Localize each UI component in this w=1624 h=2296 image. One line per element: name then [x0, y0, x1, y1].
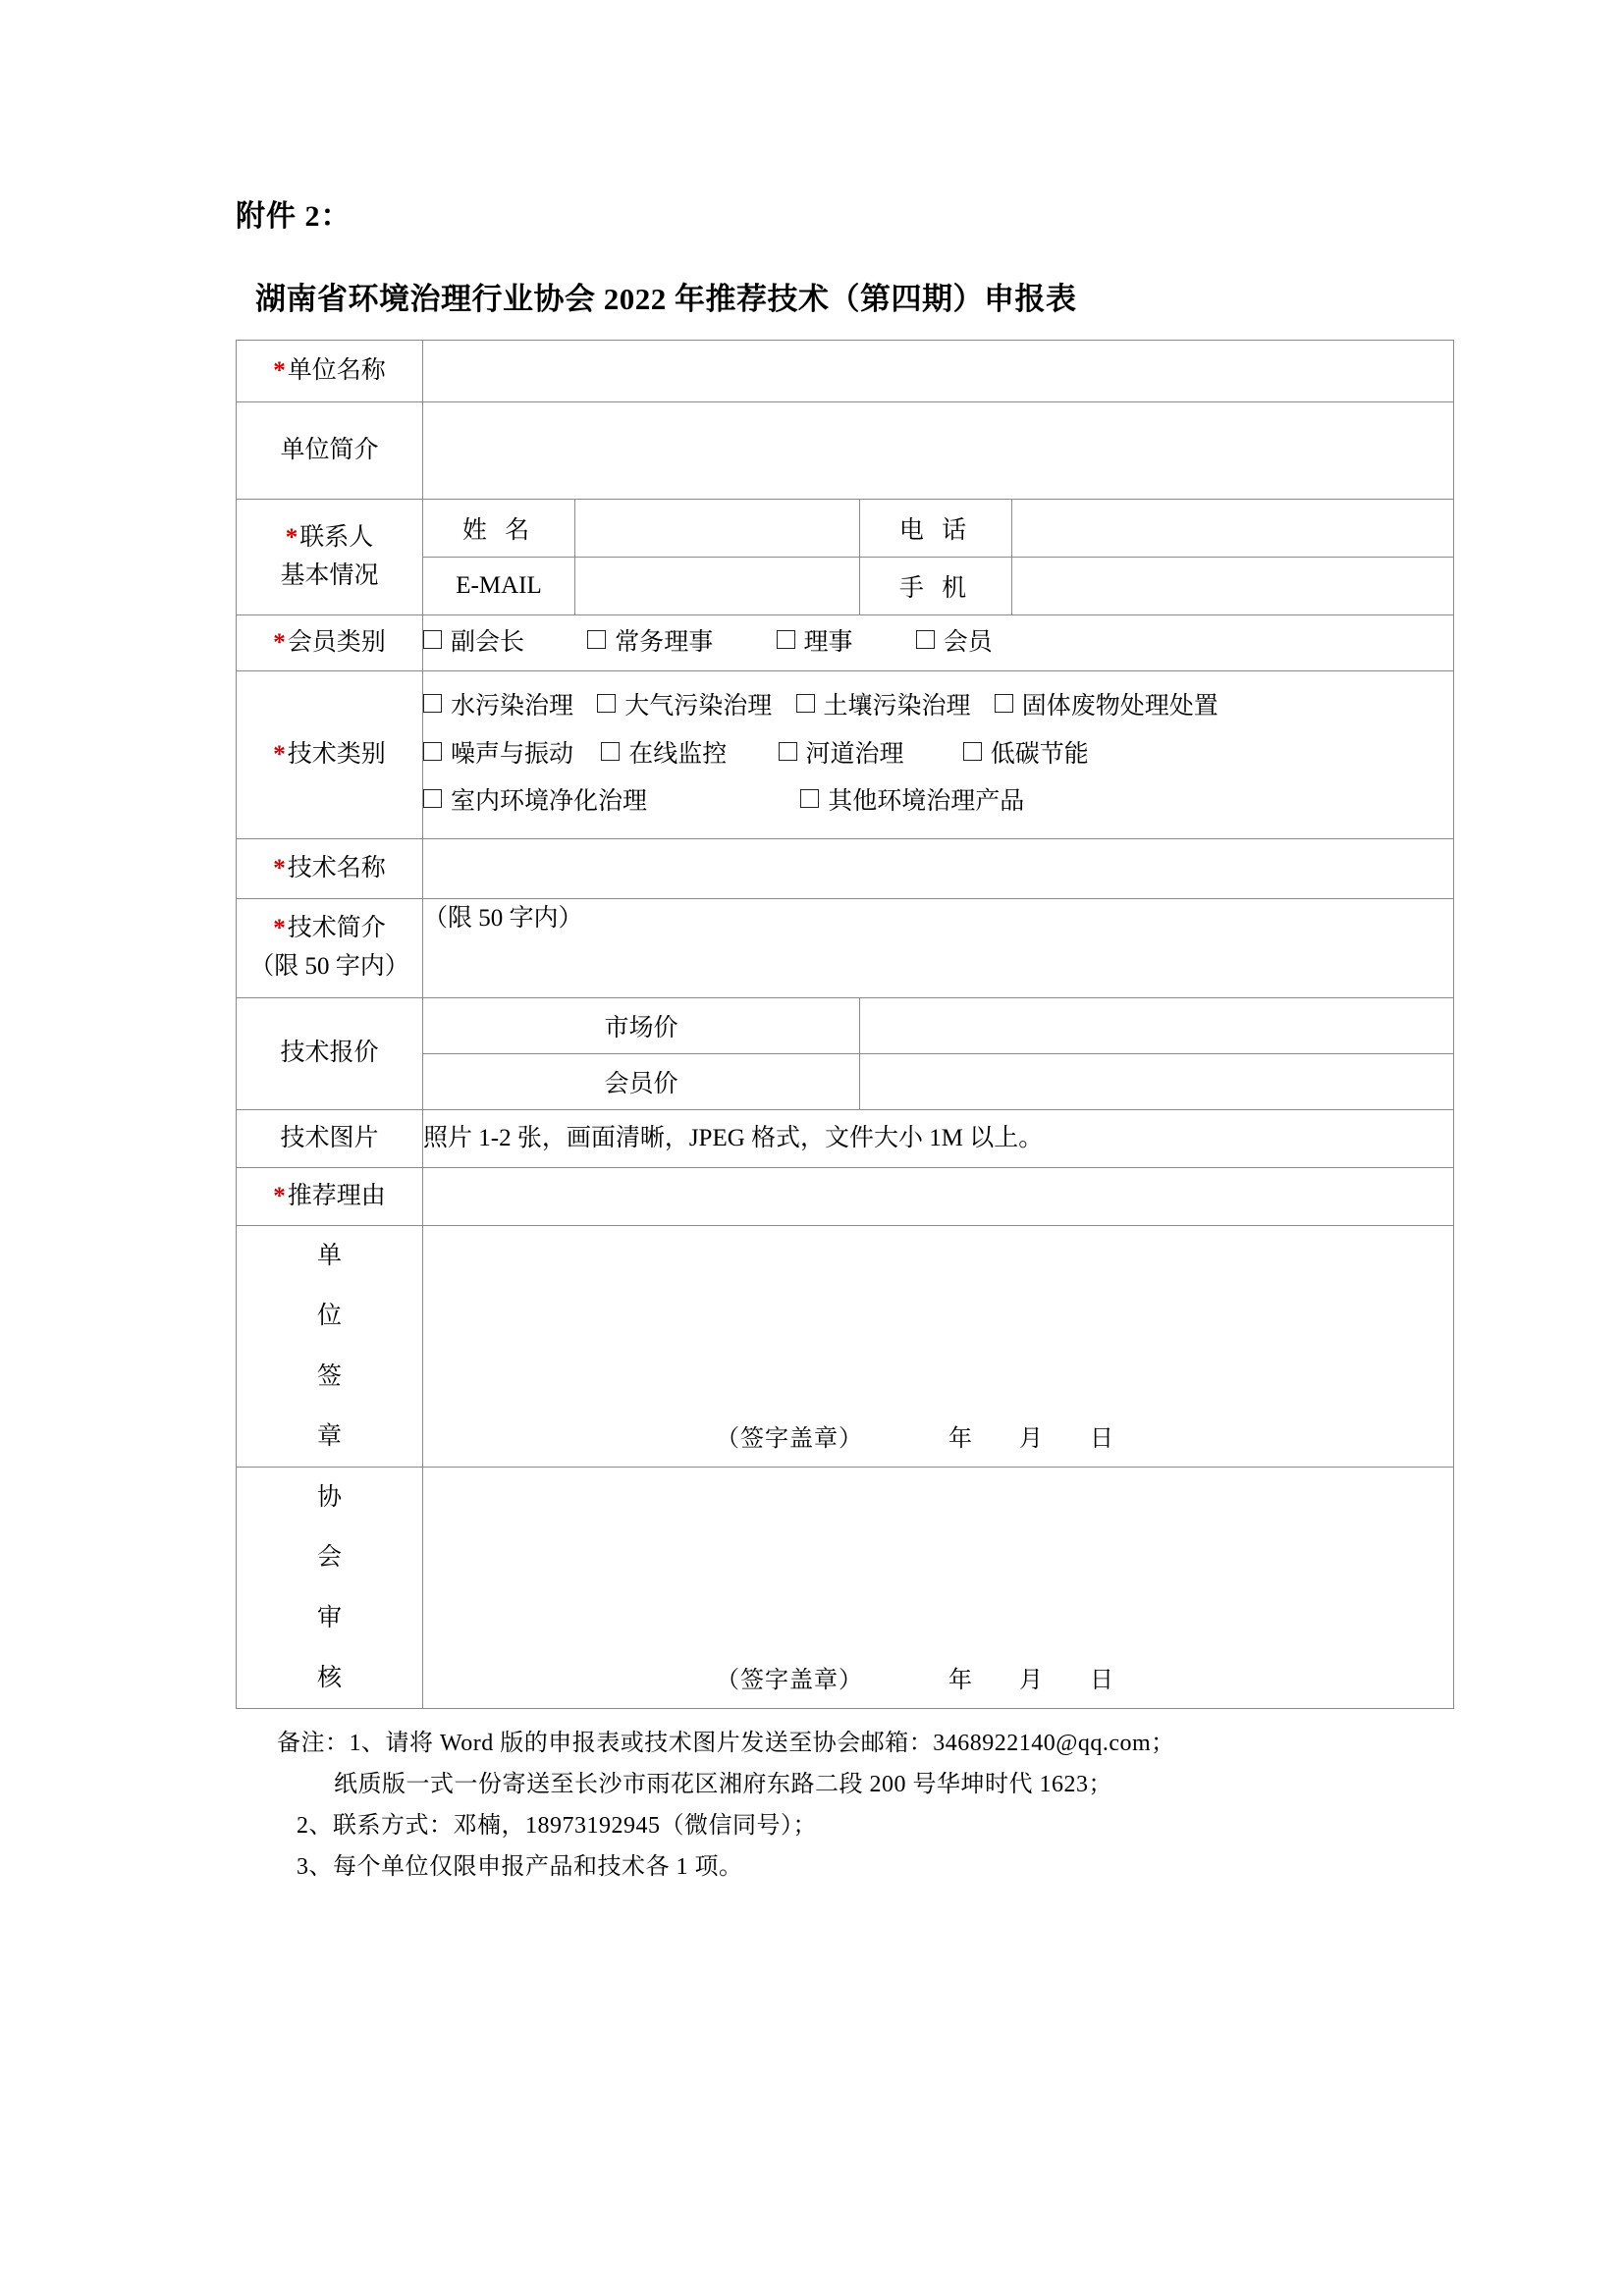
contact-email-label: E-MAIL [423, 558, 575, 615]
unit-signature-line [423, 1418, 1453, 1467]
checkbox-icon[interactable] [963, 742, 982, 761]
contact-phone-label: 电 话 [860, 500, 1012, 558]
checkbox-icon[interactable] [796, 694, 815, 713]
checkbox-icon[interactable] [587, 630, 606, 649]
unit-name-label: *单位名称 [237, 341, 423, 402]
required-marker: * [273, 854, 286, 881]
date-fields: 年月日 [948, 1426, 1161, 1452]
attachment-label: 附件 2： [236, 200, 352, 233]
checkbox-icon[interactable] [800, 789, 819, 808]
tech-options-line-1 [423, 683, 1453, 731]
unit-name-input[interactable] [423, 341, 1454, 402]
contact-name-label: 姓 名 [423, 500, 575, 558]
checkbox-option-standing-director[interactable]: 常务理事 [587, 619, 713, 667]
member-price-input[interactable] [860, 1054, 1454, 1110]
note-item-2: 2、联系方式：邓楠，18973192945（微信同号）； [297, 1813, 817, 1839]
checkbox-option-other-products[interactable]: 其他环境治理产品 [800, 778, 1024, 827]
assoc-review-area[interactable] [423, 1468, 1454, 1709]
note-item-1b: 纸质版一式一份寄送至长沙市雨花区湘府东路二段 200 号华坤时代 1623； [334, 1772, 1112, 1797]
checkbox-option-soil-pollution[interactable]: 土壤污染治理 [796, 683, 971, 731]
checkbox-option-low-carbon[interactable]: 低碳节能 [963, 731, 1089, 779]
tech-price-label: 技术报价 [237, 998, 423, 1110]
assoc-signature-line [423, 1660, 1453, 1708]
table-row [237, 1110, 1454, 1168]
table-row [237, 1168, 1454, 1226]
table-row [237, 500, 1454, 558]
checkbox-option-director[interactable]: 理事 [777, 619, 853, 667]
unit-seal-area[interactable] [423, 1226, 1454, 1468]
checkbox-icon[interactable] [423, 789, 442, 808]
required-marker: * [285, 523, 298, 551]
tech-name-label: *技术名称 [237, 839, 423, 899]
tech-intro-label: *技术简介 （限 50 字内） [237, 899, 423, 998]
tech-name-input[interactable] [423, 839, 1454, 899]
required-marker: * [273, 1182, 286, 1209]
table-row [237, 1226, 1454, 1468]
checkbox-icon[interactable] [423, 630, 442, 649]
recommend-reason-label: *推荐理由 [237, 1168, 423, 1226]
contact-email-input[interactable] [575, 558, 860, 615]
checkbox-option-water-pollution[interactable]: 水污染治理 [423, 683, 573, 731]
checkbox-icon[interactable] [423, 694, 442, 713]
tech-type-label: *技术类别 [237, 671, 423, 839]
unit-intro-input[interactable] [423, 402, 1454, 500]
tech-intro-hint: （限 50 字内） [423, 905, 583, 932]
tech-type-options [423, 671, 1454, 839]
market-price-input[interactable] [860, 998, 1454, 1054]
signature-text: （签字盖章） [716, 1668, 863, 1693]
assoc-review-label: 协 会 审 核 [237, 1468, 423, 1709]
tech-options-line-2 [423, 731, 1453, 779]
contact-name-input[interactable] [575, 500, 860, 558]
checkbox-option-noise-vibration[interactable]: 噪声与振动 [423, 731, 573, 779]
required-marker: * [273, 740, 286, 768]
member-type-label: *会员类别 [237, 615, 423, 671]
note-item-3: 3、每个单位仅限申报产品和技术各 1 项。 [297, 1854, 743, 1880]
table-row [237, 899, 1454, 998]
tech-image-hint: 照片 1-2 张，画面清晰，JPEG 格式，文件大小 1M 以上。 [423, 1110, 1454, 1168]
signature-text: （签字盖章） [716, 1426, 863, 1452]
application-form-table [236, 340, 1454, 1709]
table-row [237, 402, 1454, 500]
date-fields: 年月日 [948, 1668, 1161, 1693]
checkbox-icon[interactable] [423, 742, 442, 761]
table-row [237, 839, 1454, 899]
unit-seal-label: 单 位 签 章 [237, 1226, 423, 1468]
tech-options-line-3 [423, 778, 1453, 827]
member-price-label: 会员价 [423, 1054, 860, 1110]
table-row [237, 341, 1454, 402]
notes-section [236, 1723, 1453, 1888]
checkbox-icon[interactable] [916, 630, 935, 649]
member-type-options [423, 615, 1454, 671]
note-item-1: 备注：1、请将 Word 版的申报表或技术图片发送至协会邮箱：3468922140@qq.com； [277, 1731, 1175, 1756]
required-marker: * [273, 915, 286, 942]
checkbox-icon[interactable] [601, 742, 620, 761]
recommend-reason-input[interactable] [423, 1168, 1454, 1226]
checkbox-icon[interactable] [597, 694, 616, 713]
checkbox-option-air-pollution[interactable]: 大气污染治理 [597, 683, 772, 731]
required-marker: * [273, 356, 286, 384]
table-row [237, 615, 1454, 671]
tech-intro-input[interactable] [423, 899, 1454, 998]
market-price-label: 市场价 [423, 998, 860, 1054]
contact-mobile-label: 手 机 [860, 558, 1012, 615]
contact-mobile-input[interactable] [1012, 558, 1454, 615]
page-title: 湖南省环境治理行业协会 2022 年推荐技术（第四期）申报表 [255, 282, 1077, 316]
checkbox-icon[interactable] [995, 694, 1013, 713]
table-row [237, 1468, 1454, 1709]
table-row [237, 671, 1454, 839]
tech-image-label: 技术图片 [237, 1110, 423, 1168]
checkbox-icon[interactable] [777, 630, 795, 649]
checkbox-option-solid-waste[interactable]: 固体废物处理处置 [995, 683, 1218, 731]
contact-info-label: *联系人 基本情况 [237, 500, 423, 615]
checkbox-option-river-treatment[interactable]: 河道治理 [779, 731, 904, 779]
required-marker: * [273, 628, 286, 656]
unit-intro-label: 单位简介 [237, 402, 423, 500]
table-row [237, 998, 1454, 1054]
checkbox-option-online-monitoring[interactable]: 在线监控 [601, 731, 727, 779]
checkbox-option-member[interactable]: 会员 [916, 619, 993, 667]
contact-phone-input[interactable] [1012, 500, 1454, 558]
checkbox-icon[interactable] [779, 742, 797, 761]
checkbox-option-vice-president[interactable]: 副会长 [423, 619, 524, 667]
checkbox-option-indoor-purification[interactable]: 室内环境净化治理 [423, 778, 647, 827]
